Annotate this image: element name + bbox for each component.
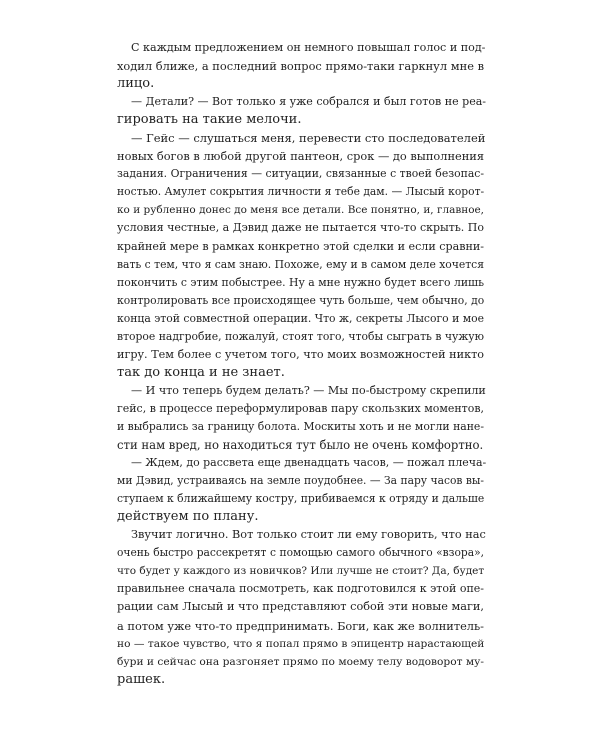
text-line: контролировать все происходящее чуть больше, чем обычно, до [117,293,485,307]
text-line: очень быстро рассекретят с помощью самого обычного «взора», [117,546,484,560]
text-line: бури и сейчас она разгоняет прямо по моему телу водоворот му- [117,654,484,668]
text-line: — Детали? — Вот только я уже собрался и был готов не реа- [131,95,487,109]
text-line: гейс, в процессе переформулировав пару скользких моментов, [117,401,484,415]
text-line: ступаем к ближайшему костру, прибиваемся к отряду и дальше [117,492,485,506]
text-line: ми Дэвид, устраиваясь на земле поудобнее. — За пару часов вы- [117,474,484,488]
text-line: а потом уже что-то предпринимать. Боги, как же волнитель- [117,618,484,633]
text-line: вать с тем, что я сам знаю. Похоже, ему и в самом деле хочется [117,257,484,271]
text-line: — Ждем, до рассвета еще двенадцать часов, — пожал плеча- [131,456,487,470]
paragraph [117,129,484,382]
text-line: рации сам Лысый и что представляют собой эти новые маги, [117,600,484,614]
text-line: задания. Ограничения — ситуации, связанные с твоей безопас- [117,167,484,181]
text-line: действуем по плану. [117,509,259,525]
paragraph [117,382,484,454]
paragraph [117,39,484,93]
text-line: что будет у каждого из новичков? Или лучше не стоит? Да, будет [117,565,485,578]
text-line: новых богов в любой другой пантеон, срок — до выполнения [117,149,485,164]
text-line: лицо. [117,76,155,92]
text-line: С каждым предложением он немного повышал голос и под- [131,41,486,54]
text-line: рашек. [117,671,166,687]
text-line: покончить с этим побыстрее. Ну а мне нужно будет всего лишь [117,275,484,289]
text-line: ходил ближе, а последний вопрос прямо-таки гаркнул мне в [117,59,484,74]
text-line: и выбрались за границу болота. Москиты хоть и не могли нане- [117,419,484,433]
text-line: ностью. Амулет сокрытия личности я тебе дам. — Лысый корот- [117,185,485,199]
text-line: условия честные, а Дэвид даже не пытается что-то скрыть. По [117,221,484,235]
text-line: гировать на такие мелочи. [117,112,302,128]
text-line: второе надгробие, пожалуй, стоят того, чтобы сыграть в чужую [117,329,484,343]
text-line: Звучит логично. Вот только стоит ли ему говорить, что нас [131,528,486,542]
text-line: но — такое чувство, что я попал прямо в эпицентр нарастающей [117,636,485,650]
text-line: сти нам вред, но находиться тут было не очень комфортно. [117,438,484,453]
paragraph [117,93,487,129]
text-line: — Гейс — слушаться меня, перевести сто последователей [131,131,486,146]
text-line: ко и рубленно донес до меня все детали. Все понятно, и, главное, [117,204,484,217]
text-line: правильнее сначала посмотреть, как подготовился к этой опе- [117,582,484,596]
body-text [117,39,487,689]
text-line: — И что теперь будем делать? — Мы по-быстрому скрепили [131,383,486,397]
text-line: так до конца и не знает. [117,364,285,380]
text-line: конца этой совместной операции. Что ж, секреты Лысого и мое [117,311,484,325]
paragraph [117,454,487,526]
text-line: игру. Тем более с учетом того, что моих возможностей никто [117,347,484,361]
text-line: крайней мере в рамках конкретно этой сделки и если сравни- [117,239,484,253]
paragraph [117,526,484,688]
